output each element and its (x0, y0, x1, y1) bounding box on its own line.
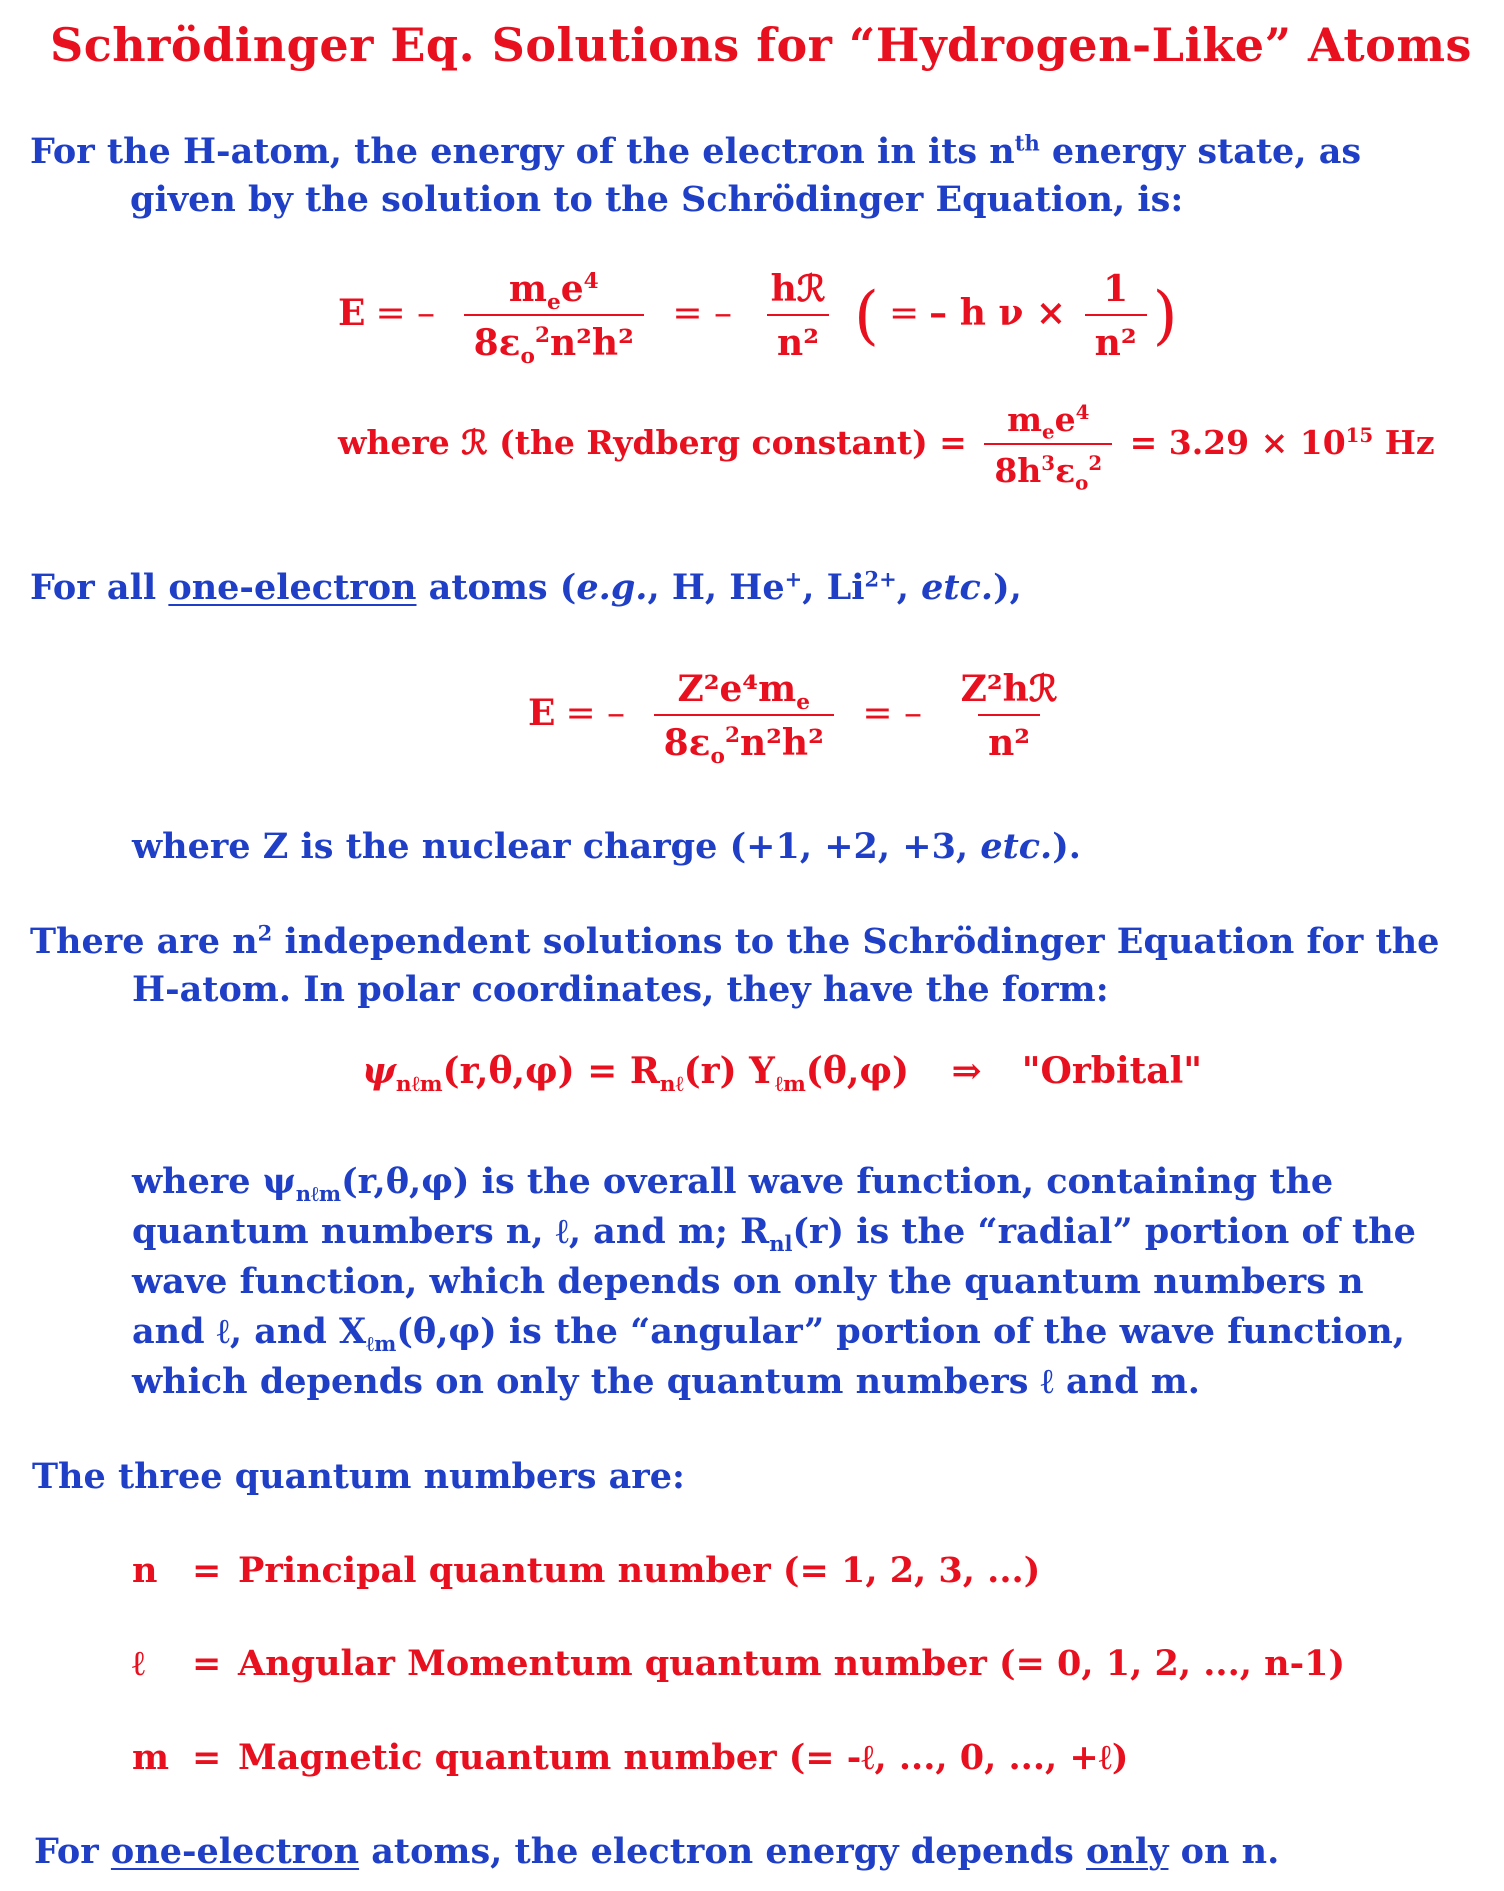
quantum-number-l: ℓ = Angular Momentum quantum number (= 0, 1, 2, ..., n-1) (132, 1643, 1346, 1684)
quantum-header: The three quantum numbers are: (32, 1456, 685, 1497)
z-energy-equation: E = – $\frac{Z^2e^4m_e}{8\varepsilon_o^2n^2h^2}$ = – $\frac{\text{Z²hℛ}}{\text{n²}}$ (528, 668, 1074, 764)
explanation-line-2: quantum numbers n, ℓ, and m; $R_{nl}(r)$ is the “radial” portion of the (132, 1211, 1416, 1256)
orbital-equation: $\psi_{n\ell m}(r,\theta,\varphi) = R_{n\ell}(r)$ $Y_{\ell m}(\theta,\varphi)$ ⇒ "Orbital" (362, 1050, 1203, 1098)
quantum-number-n: n = Principal quantum number (= 1, 2, 3, ...) (132, 1550, 1041, 1591)
footer-line: For one-electron atoms, the electron energy depends only on n. (34, 1831, 1280, 1872)
energy-fraction-3: $\frac{1}{\text{n²}}$ (1085, 268, 1147, 364)
z-note: where Z is the nuclear charge (+1, +2, +3, etc.). (132, 826, 1081, 867)
intro-line-1: For the H-atom, the energy of the electron in its $n^{th}$ energy state, as (30, 130, 1362, 172)
one-electron-line: For all one-electron atoms (e.g., H, He+, $Li^{2+}$, etc.), (30, 566, 1022, 608)
solutions-line-2: H-atom. In polar coordinates, they have the form: (132, 969, 1109, 1010)
explanation-line-4: and ℓ, and $X_{\ell m}(\theta,\varphi)$ is the “angular” portion of the wave function, (132, 1311, 1405, 1356)
explanation-line-3: wave function, which depends on only the quantum numbers n (132, 1261, 1364, 1302)
z-fraction-2: $\frac{\text{Z²hℛ}}{\text{n²}}$ (960, 668, 1058, 764)
solutions-line-1: There are $n^2$ independent solutions to the Schrödinger Equation for the (30, 920, 1440, 962)
energy-fraction-2: $\frac{\text{hℛ}}{\text{n²}}$ (761, 268, 836, 364)
explanation-line-5: which depends on only the quantum numbers ℓ and m. (132, 1361, 1200, 1402)
page-title: Schrödinger Eq. Solutions for “Hydrogen-Like” Atoms (50, 18, 1472, 72)
explanation-line-1: where $\psi_{n\ell m}(r,\theta,\varphi)$ is the overall wave function, containing the (132, 1161, 1334, 1206)
rydberg-line: where ℛ (the Rydberg constant) = $\frac{m_ee^4}{8h^3\varepsilon_o^2}$ = $3.29 \times 10^{15}$ Hz (338, 400, 1435, 495)
z-fraction-1: $\frac{Z^2e^4m_e}{8\varepsilon_o^2n^2h^2}$ (654, 668, 834, 764)
rydberg-fraction: $\frac{m_ee^4}{8h^3\varepsilon_o^2}$ (984, 400, 1112, 490)
energy-fraction-1: $\frac{m_ee^4}{8\varepsilon_o^2n^2h^2}$ (464, 268, 644, 364)
energy-equation: E = – $\frac{m_ee^4}{8\varepsilon_o^2n^2h^2}$ = – $\frac{\text{hℛ}}{\text{n²}}$ ( = – h ν × $\frac{1}{\text{n²}}$ ) (338, 268, 1178, 370)
intro-line-2: given by the solution to the Schrödinger Equation, is: (130, 179, 1184, 220)
quantum-number-m: m = Magnetic quantum number (= -ℓ, ..., 0, ..., +ℓ) (132, 1737, 1129, 1778)
close-paren-icon: ) (1152, 279, 1178, 353)
implies-arrow-icon: ⇒ (951, 1050, 982, 1092)
open-paren-icon: ( (854, 279, 879, 353)
